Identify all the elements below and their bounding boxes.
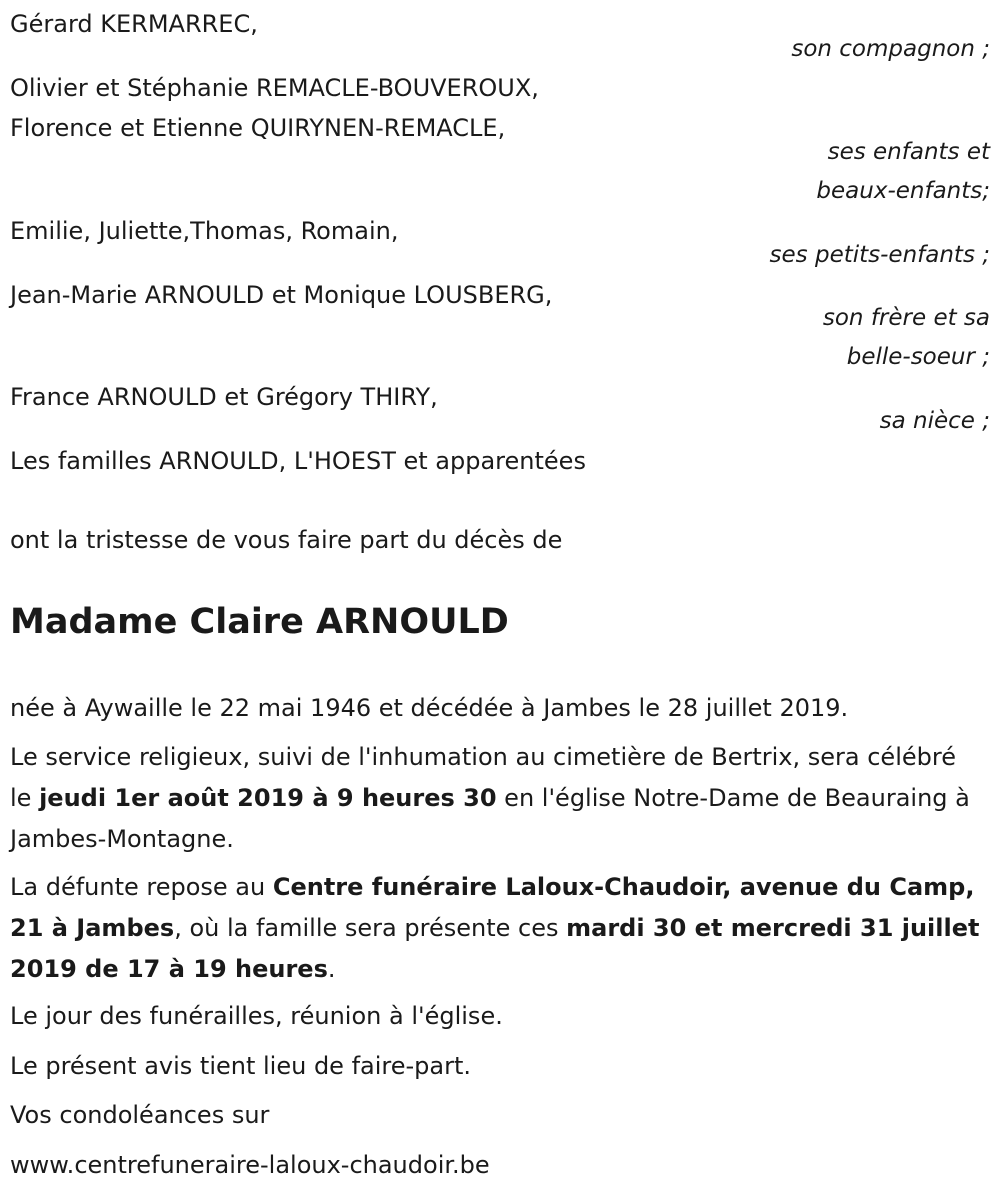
rest-paragraph [10, 867, 985, 990]
relation-3: ses petits-enfants ; [769, 242, 990, 268]
rest-text-before: La défunte repose au [10, 873, 273, 901]
condolences-text: Vos condoléances sur [10, 1101, 270, 1129]
relation-4a: son frère et sa [822, 305, 990, 331]
deceased-name: Madame Claire ARNOULD [10, 602, 509, 642]
family-name-3: Florence et Etienne QUIRYNEN-REMACLE, [10, 114, 506, 142]
meeting-text: Le jour des funérailles, réunion à l'église. [10, 1002, 503, 1030]
rest-text-middle: , où la famille sera présente ces [174, 914, 567, 942]
family-name-1: Gérard KERMARREC, [10, 10, 258, 38]
website-link[interactable]: www.centrefuneraire-laloux-chaudoir.be [10, 1151, 490, 1179]
service-paragraph [10, 737, 985, 860]
family-name-2: Olivier et Stéphanie REMACLE-BOUVEROUX, [10, 74, 539, 102]
rest-text-after: . [327, 955, 336, 983]
relation-1: son compagnon ; [791, 36, 990, 62]
relation-2a: ses enfants et [827, 139, 990, 165]
family-name-5: Jean-Marie ARNOULD et Monique LOUSBERG, [10, 281, 553, 309]
birth-death-text: née à Aywaille le 22 mai 1946 et décédée à Jambes le 28 juillet 2019. [10, 694, 849, 722]
relation-5: sa nièce ; [879, 408, 990, 434]
notice-text: Le présent avis tient lieu de faire-part. [10, 1052, 472, 1080]
service-date: jeudi 1er août 2019 à 9 heures 30 [39, 784, 497, 812]
funeral-center: Centre funéraire Laloux-Chaudoir, avenue du Camp, 21 à Jambes [10, 873, 975, 942]
service-text-after: en l'église Notre-Dame de Beauraing à Jambes-Montagne. [10, 784, 970, 853]
relation-4b: belle-soeur ; [846, 344, 990, 370]
family-name-6: France ARNOULD et Grégory THIRY, [10, 383, 438, 411]
family-name-4: Emilie, Juliette,Thomas, Romain, [10, 217, 399, 245]
visiting-dates: mardi 30 et mercredi 31 juillet 2019 de 17 à 19 heures [10, 914, 980, 983]
relation-2b: beaux-enfants; [816, 178, 990, 204]
service-text-before: Le service religieux, suivi de l'inhumation au cimetière de Bertrix, sera célébré le [10, 743, 956, 812]
intro-text: ont la tristesse de vous faire part du décès de [10, 526, 563, 554]
family-name-7: Les familles ARNOULD, L'HOEST et apparentées [10, 447, 586, 475]
